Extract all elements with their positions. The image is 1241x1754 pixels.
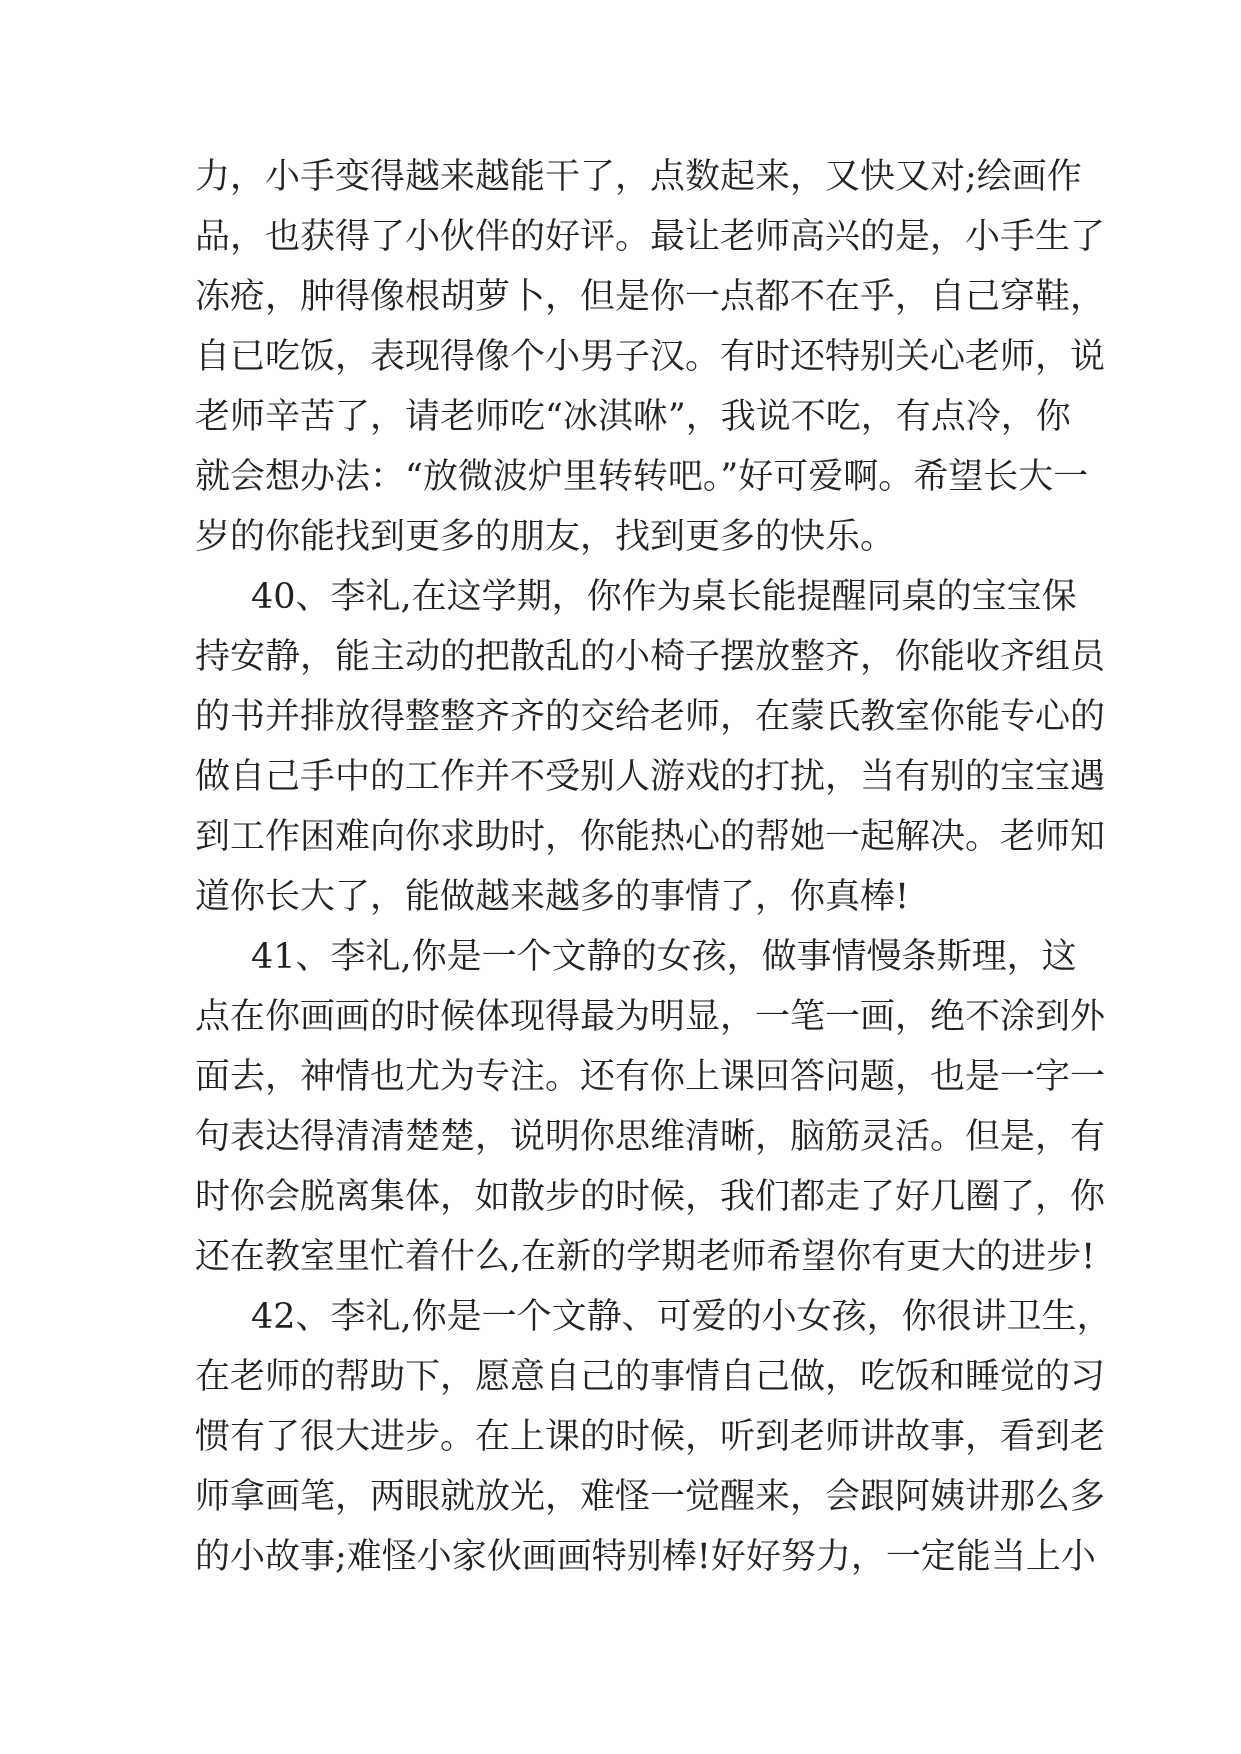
text-line: 岁的你能找到更多的朋友，找到更多的快乐。 [195, 517, 896, 557]
text-line: 到工作困难向你求助时，你能热心的帮她一起解决。老师知 [195, 817, 1106, 857]
text-line: 道你长大了，能做越来越多的事情了，你真棒! [195, 877, 910, 917]
text-line: 点在你画画的时候体现得最为明显，一笔一画，绝不涂到外 [195, 997, 1106, 1037]
text-line: 时你会脱离集体，如散步的时候，我们都走了好几圈了，你 [195, 1177, 1106, 1217]
text-line: 持安静，能主动的把散乱的小椅子摆放整齐，你能收齐组员 [195, 637, 1106, 677]
text-line: 力，小手变得越来越能干了，点数起来，又快又对;绘画作 [195, 157, 1082, 197]
text-line: 自已吃饭，表现得像个小男子汉。有时还特别关心老师，说 [195, 337, 1106, 377]
paragraph-42-first-line: 42、李礼,你是一个文静、可爱的小女孩，你很讲卫生， [251, 1297, 1112, 1337]
text-line: 冻疮，肿得像根胡萝卜，但是你一点都不在乎，自己穿鞋， [195, 277, 1106, 317]
text-line: 做自己手中的工作并不受别人游戏的打扰，当有别的宝宝遇 [195, 757, 1106, 797]
text-line: 品，也获得了小伙伴的好评。最让老师高兴的是，小手生了 [195, 217, 1106, 257]
text-line: 句表达得清清楚楚，说明你思维清晰，脑筋灵活。但是，有 [195, 1117, 1106, 1157]
paragraph-41-first-line: 41、李礼,你是一个文静的女孩，做事情慢条斯理，这 [251, 937, 1077, 977]
text-line: 还在教室里忙着什么,在新的学期老师希望你有更大的进步! [195, 1237, 1096, 1277]
document-body [195, 147, 1112, 1587]
text-line: 在老师的帮助下，愿意自己的事情自己做，吃饭和睡觉的习 [195, 1357, 1106, 1397]
text-line: 面去，神情也尤为专注。还有你上课回答问题，也是一字一 [195, 1057, 1106, 1097]
text-line: 师拿画笔，两眼就放光，难怪一觉醒来，会跟阿姨讲那么多 [195, 1477, 1106, 1517]
text-line: 老师辛苦了，请老师吃“冰淇咻”，我说不吃，有点冷，你 [195, 397, 1071, 437]
text-line: 的小故事;难怪小家伙画画特别棒!好好努力，一定能当上小 [195, 1537, 1096, 1577]
paragraph-40-first-line: 40、李礼,在这学期，你作为桌长能提醒同桌的宝宝保 [251, 577, 1077, 617]
text-line: 就会想办法：“放微波炉里转转吧。”好可爱啊。希望长大一 [195, 457, 1089, 497]
text-line: 的书并排放得整整齐齐的交给老师，在蒙氏教室你能专心的 [195, 697, 1106, 737]
text-line: 惯有了很大进步。在上课的时候，听到老师讲故事，看到老 [195, 1417, 1106, 1457]
